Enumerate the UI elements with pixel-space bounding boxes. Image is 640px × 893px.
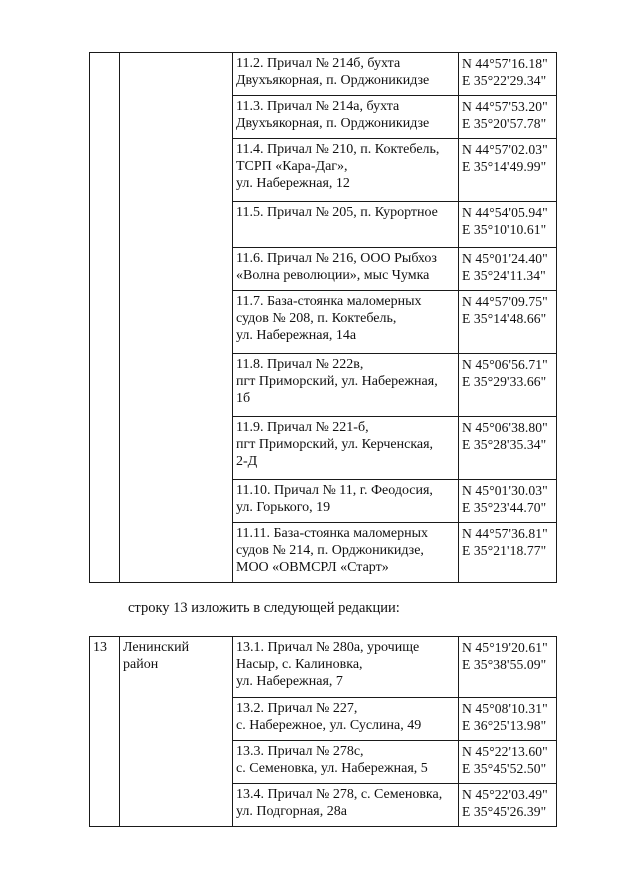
coordinates-cell: N 44°57'53.20" E 35°20'57.78"	[459, 96, 557, 139]
coordinates-cell: N 45°19'20.61" E 35°38'55.09"	[459, 637, 557, 698]
coordinates-cell: N 44°57'09.75" E 35°14'48.66"	[459, 291, 557, 354]
coordinates-cell: N 44°57'02.03" E 35°14'49.99"	[459, 139, 557, 202]
coordinates-cell: N 44°57'16.18" E 35°22'29.34"	[459, 53, 557, 96]
berth-name-cell: 13.3. Причал № 278с, с. Семеновка, ул. Набережная, 5	[233, 741, 459, 784]
table-row	[90, 637, 557, 698]
table-row	[90, 53, 557, 96]
coordinates-cell: N 44°54'05.94" E 35°10'10.61"	[459, 202, 557, 248]
berth-name-cell: 11.2. Причал № 214б, бухта Двухъякорная, п. Орджоникидзе	[233, 53, 459, 96]
row-number-cell	[90, 53, 120, 583]
berth-name-cell: 13.1. Причал № 280а, урочище Насыр, с. Калиновка, ул. Набережная, 7	[233, 637, 459, 698]
berth-name-cell: 11.11. База-стоянка маломерных судов № 214, п. Орджоникидзе, МОО «ОВМСРЛ «Старт»	[233, 523, 459, 583]
berth-name-cell: 11.3. Причал № 214а, бухта Двухъякорная, п. Орджоникидзе	[233, 96, 459, 139]
amendment-instruction: строку 13 изложить в следующей редакции:	[128, 600, 400, 616]
coordinates-cell: N 45°06'38.80" E 35°28'35.34"	[459, 417, 557, 480]
berth-name-cell: 13.2. Причал № 227, с. Набережное, ул. Суслина, 49	[233, 698, 459, 741]
coordinates-cell: N 45°01'24.40" E 35°24'11.34"	[459, 248, 557, 291]
district-cell: Ленинский район	[120, 637, 233, 827]
row-number-cell: 13	[90, 637, 120, 827]
berth-name-cell: 11.4. Причал № 210, п. Коктебель, ТСРП «Кара-Даг», ул. Набережная, 12	[233, 139, 459, 202]
berth-name-cell: 13.4. Причал № 278, с. Семеновка, ул. Подгорная, 28а	[233, 784, 459, 827]
berth-name-cell: 11.9. Причал № 221-б, пгт Приморский, ул. Керченская, 2-Д	[233, 417, 459, 480]
coordinates-cell: N 45°22'03.49" E 35°45'26.39"	[459, 784, 557, 827]
coordinates-cell: N 45°01'30.03" E 35°23'44.70"	[459, 480, 557, 523]
coordinates-cell: N 45°06'56.71" E 35°29'33.66"	[459, 354, 557, 417]
berth-name-cell: 11.5. Причал № 205, п. Курортное	[233, 202, 459, 248]
berth-name-cell: 11.6. Причал № 216, ООО Рыбхоз «Волна революции», мыс Чумка	[233, 248, 459, 291]
coordinates-cell: N 45°08'10.31" E 36°25'13.98"	[459, 698, 557, 741]
berths-table-section-13	[89, 636, 557, 827]
berth-name-cell: 11.7. База-стоянка маломерных судов № 208, п. Коктебель, ул. Набережная, 14а	[233, 291, 459, 354]
coordinates-cell: N 44°57'36.81" E 35°21'18.77"	[459, 523, 557, 583]
berth-name-cell: 11.8. Причал № 222в, пгт Приморский, ул. Набережная, 1б	[233, 354, 459, 417]
coordinates-cell: N 45°22'13.60" E 35°45'52.50"	[459, 741, 557, 784]
district-cell	[120, 53, 233, 583]
berths-table-section-11	[89, 52, 557, 583]
berth-name-cell: 11.10. Причал № 11, г. Феодосия, ул. Горького, 19	[233, 480, 459, 523]
